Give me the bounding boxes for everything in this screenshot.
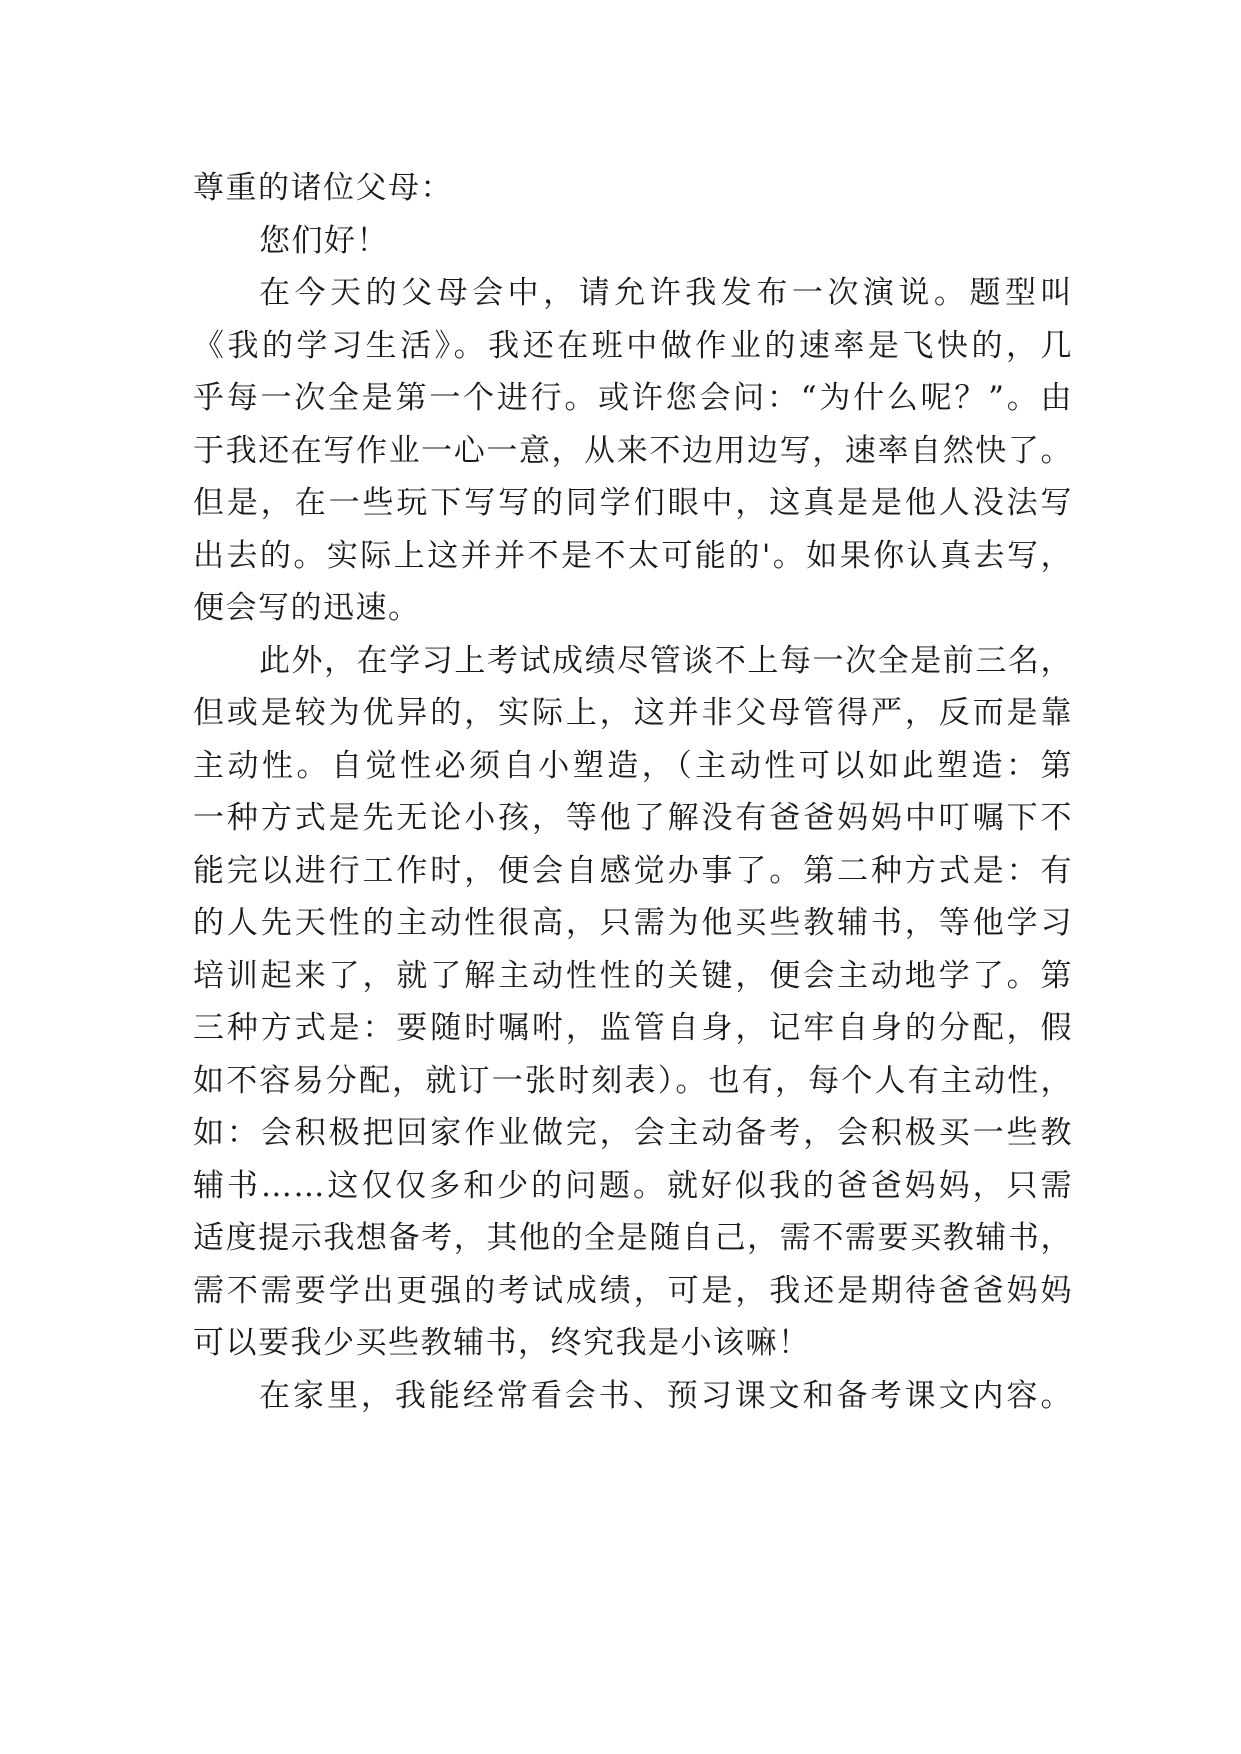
paragraph-line: 便会写的迅速。 [193,590,421,626]
paragraph-line: 但是，在一些玩下写写的同学们眼中，这真是是他人没法写 [193,485,1073,521]
paragraph-1 [193,267,1073,635]
paragraph-line: 乎每一次全是第一个进行。或许您会问：“为什么呢？”。由 [193,380,1073,416]
paragraph-line: 适度提示我想备考，其他的全是随自己，需不需要买教辅书， [193,1220,1073,1256]
paragraph-line: 出去的。实际上这并并不是不太可能的'。如果你认真去写， [193,537,1073,574]
paragraph-line: 可以要我少买些教辅书，终究我是小该嘛！ [193,1325,811,1361]
paragraph-line: 如：会积极把回家作业做完，会主动备考，会积极买一些教 [193,1115,1073,1151]
paragraph-line: 辅书……这仅仅多和少的问题。就好似我的爸爸妈妈，只需 [193,1167,1073,1204]
paragraph-line: 如不容易分配，就订一张时刻表）。也有，每个人有主动性， [193,1062,1073,1099]
paragraph-line: 于我还在写作业一心一意，从来不边用边写，速率自然快了。 [193,432,1073,469]
paragraph-line: 此外，在学习上考试成绩尽管谈不上每一次全是前三名， [259,642,1073,679]
paragraph-2 [193,635,1073,1370]
paragraph-3 [193,1370,1073,1423]
paragraph-line: 在今天的父母会中，请允许我发布一次演说。题型叫 [259,275,1073,311]
paragraph-line: 需不需要学出更强的考试成绩，可是，我还是期待爸爸妈妈 [193,1272,1073,1309]
paragraph-line: 在家里，我能经常看会书、预习课文和备考课文内容。 [259,1377,1073,1414]
paragraph-line: 培训起来了，就了解主动性性的关键，便会主动地学了。第 [193,957,1073,994]
paragraph-line: 三种方式是：要随时嘱咐，监管自身，记牢自身的分配，假 [193,1010,1073,1046]
paragraph-line: 但或是较为优异的，实际上，这并非父母管得严，反而是靠 [193,695,1073,731]
greeting: 您们好！ [259,222,389,259]
paragraph-line: 《我的学习生活》。我还在班中做作业的速率是飞快的，几 [193,327,1073,364]
paragraph-line: 的人先天性的主动性很高，只需为他买些教辅书，等他学习 [193,905,1073,941]
paragraph-line: 主动性。自觉性必须自小塑造，（主动性可以如此塑造：第 [193,747,1073,784]
paragraph-line: 能完以进行工作时，便会自感觉办事了。第二种方式是：有 [193,852,1073,889]
document-body [193,162,1073,1422]
paragraph-line: 一种方式是先无论小孩，等他了解没有爸爸妈妈中叮嘱下不 [193,800,1073,836]
salutation: 尊重的诸位父母： [193,170,453,206]
